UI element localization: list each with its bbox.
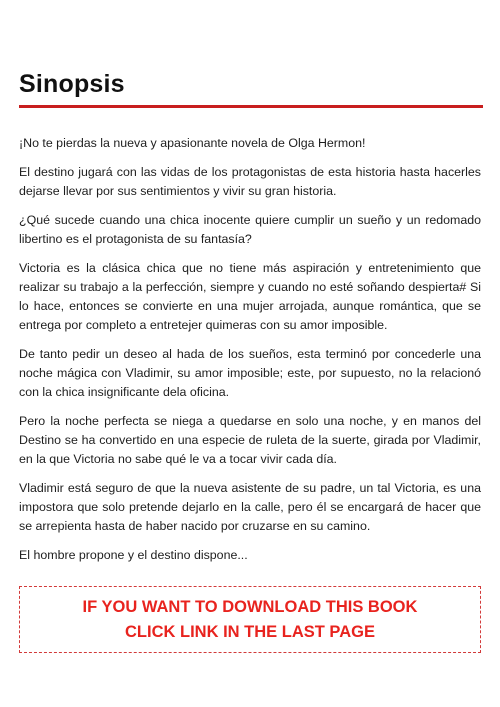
paragraph-intro: ¡No te pierdas la nueva y apasionante novela de Olga Hermon! — [19, 136, 366, 150]
download-line-2[interactable]: CLICK LINK IN THE LAST PAGE — [125, 622, 375, 641]
download-box[interactable] — [19, 586, 481, 653]
paragraph-perfect-night: Pero la noche perfecta se niega a quedarse en solo una noche, y en manos del Destino se ha convertido en una especie de ruleta de la suerte, girada por Vladimir, en la que Victoria no sabe qué le va a tocar vivir cada día. — [19, 414, 481, 466]
page-title: Sinopsis — [19, 70, 125, 98]
paragraph-question: ¿Qué sucede cuando una chica inocente quiere cumplir un sueño y un redomado libertino es el protagonista de su fantasía? — [19, 213, 481, 246]
paragraph-closing: El hombre propone y el destino dispone... — [19, 548, 248, 562]
title-underline — [19, 105, 483, 108]
paragraph-vladimir: Vladimir está seguro de que la nueva asistente de su padre, un tal Victoria, es una impostora que solo pretende dejarlo en la calle, pero él se encargará de hacer que se arrepienta hasta de haber nacido por cruzarse en su camino. — [19, 481, 481, 533]
download-line-1[interactable]: IF YOU WANT TO DOWNLOAD THIS BOOK — [82, 597, 418, 616]
synopsis-body — [19, 134, 481, 575]
paragraph-victoria: Victoria es la clásica chica que no tiene más aspiración y entretenimiento que realizar su trabajo a la perfección, siempre y cuando no esté soñando despierta# Si lo hace, entonces se convierte en una mujer arrojada, aunque romántica, que se entrega por completo a entretejer quimeras con su amor imposible. — [19, 261, 481, 332]
paragraph-wish: De tanto pedir un deseo al hada de los sueños, esta terminó por concederle una noche mágica con Vladimir, su amor imposible; este, por supuesto, no la relacionó con la chica insignificante dela oficina. — [19, 347, 481, 399]
paragraph-destiny: El destino jugará con las vidas de los protagonistas de esta historia hasta hacerles dejarse llevar por sus sentimientos y vivir su gran historia. — [19, 165, 481, 198]
